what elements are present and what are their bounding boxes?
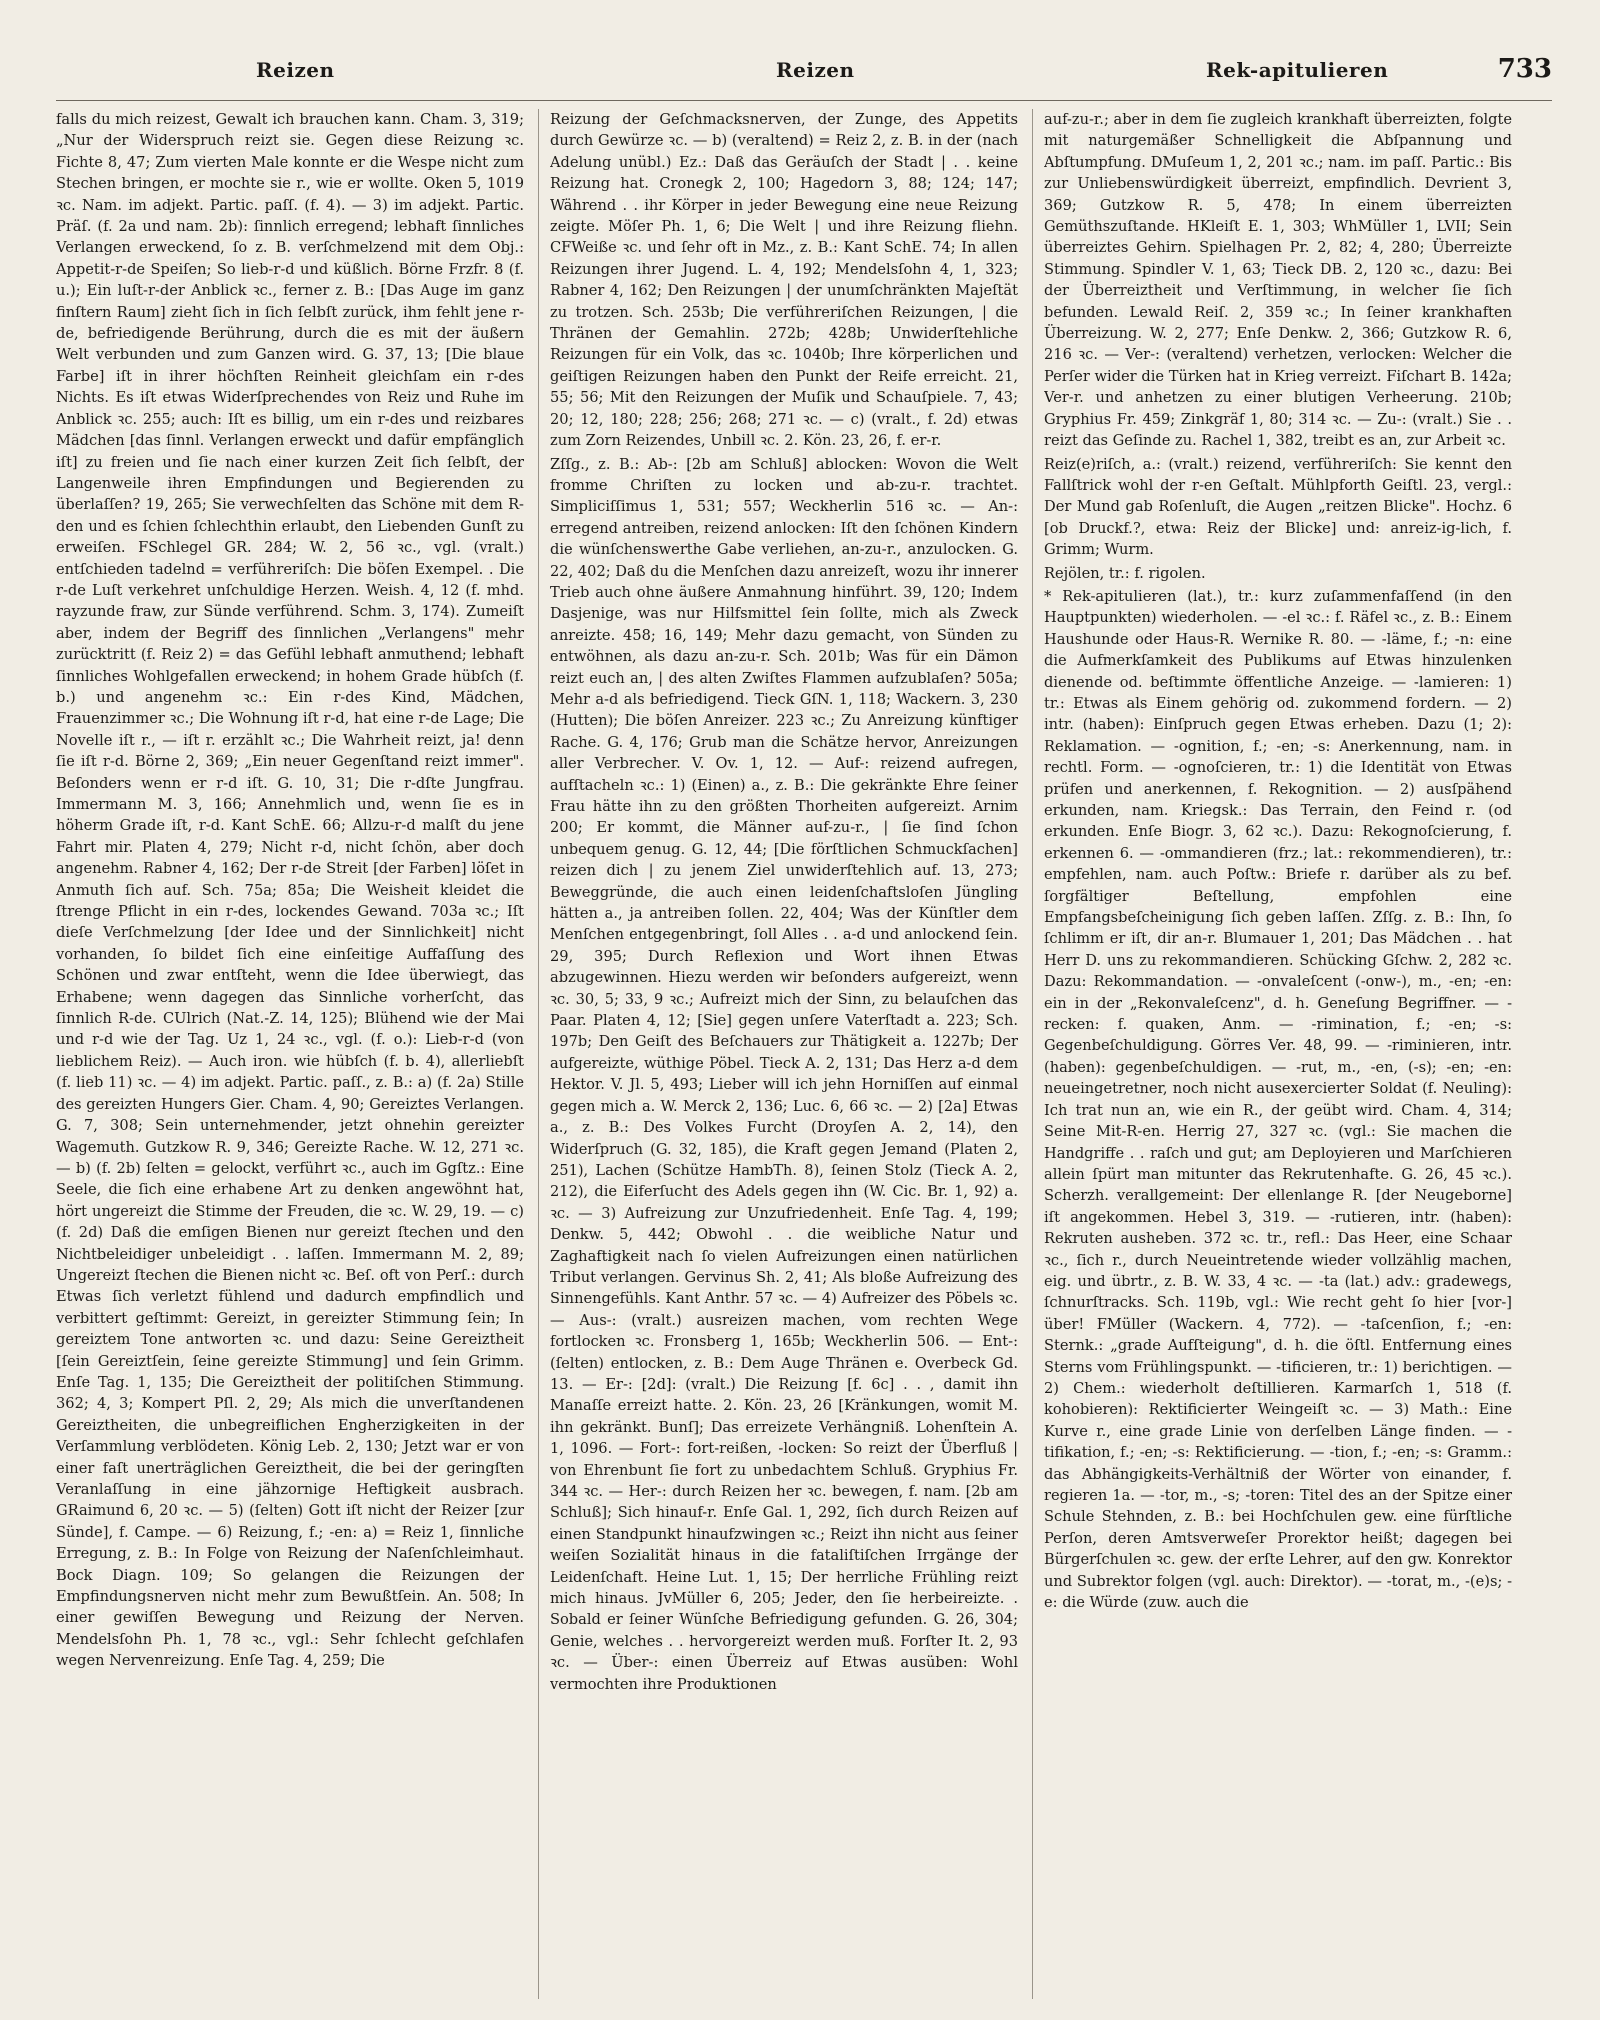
column-right	[1044, 109, 1512, 1999]
column-paragraph: auf-zu-r.; aber in dem ſie zugleich krankhaft überreizten, folgte mit naturgemäßer Schnelligkeit die Abſpannung und Abſtumpfung. DMuſeum 1, 2, 201 ꝛc.; nam. im paſſ. Partic.: Bis zur Unliebenswürdigkeit überreizt, empfindlich. Devrient 3, 369; Gutzkow R. 5, 478; In einem überreizten Gemüthszuſtande. HKleiſt E. 1, 303; WhMüller 1, LVII; Sein überreiztes Gehirn. Spielhagen Pr. 2, 82; 4, 280; Überreizte Stimmung. Spindler V. 1, 63; Tieck DB. 2, 120 ꝛc., dazu: Bei der Überreiztheit und Verſtimmung, in welcher ſie ſich befunden. Lewald Reiſ. 2, 359 ꝛc.; In ſeiner krankhaften Überreizung. W. 2, 277; Enſe Denkw. 2, 366; Gutzkow R. 6, 216 ꝛc. — Ver-: (veraltend) verhetzen, verlocken: Welcher die Perſer wider die Türken hat in Krieg verreizt. Fiſchart B. 142a; Ver-r. und anhetzen zu einer blutigen Verheerung. 210b; Gryphius Fr. 459; Zinkgräf 1, 80; 314 ꝛc. — Zu-: (vralt.) Sie . . reizt das Geſinde zu. Rachel 1, 382, treibt es an, zur Arbeit ꝛc.	[1044, 111, 1512, 450]
column-paragraph: Reizung der Geſchmacksnerven, der Zunge, des Appetits durch Gewürze ꝛc. — b) (veraltend) = Reiz 2, z. B. in der (nach Adelung unübl.) Ez.: Daß das Geräuſch der Stadt | . . keine Reizung hat. Cronegk 2, 100; Hagedorn 3, 88; 124; 147; Während . . ihr Körper in jeder Bewegung eine neue Reizung zeigte. Möſer Ph. 1, 6; Die Welt | und ihre Reizung fliehn. CFWeiße ꝛc. und ſehr oft in Mz., z. B.: Kant SchE. 74; In allen Reizungen ihrer Jugend. L. 4, 192; Mendelsſohn 4, 1, 323; Rabner 4, 162; Den Reizungen | der unumſchränkten Majeſtät zu trotzen. Sch. 253b; Die verführeriſchen Reizungen, | die Thränen der Gemahlin. 272b; 428b; Unwiderſtehliche Reizungen für ein Volk, das ꝛc. 1040b; Ihre körperlichen und geiſtigen Reizungen haben den Punkt der Reife erreicht. 21, 55; 56; Mit den Reizungen der Muſik und Schauſpiele. 7, 43; 20; 12, 180; 228; 256; 268; 271 ꝛc. — c) (vralt., f. 2d) etwas zum Zorn Reizendes, Unbill ꝛc. 2. Kön. 23, 26, f. er-r.	[550, 111, 1018, 450]
column-divider	[538, 109, 539, 1999]
text-columns	[56, 109, 1552, 1999]
column-left	[56, 109, 524, 1999]
dictionary-entry-rekapitulieren: * Rek-apitulieren (lat.), tr.: kurz zuſammenfaſſend (in den Hauptpunkten) wiederholen. — -el ꝛc.: f. Räfel ꝛc., z. B.: Einem Haushunde oder Haus-R. Wernike R. 80. — -läme, f.; -n: eine die Aufmerkſamkeit des Publikums auf Etwas hinzulenken dienende od. beſtimmte öffentliche Anzeige. — -lamieren: 1) tr.: Etwas als Einem gehörig od. zukommend fordern. — 2) intr. (haben): Einſpruch gegen Etwas erheben. Dazu (1; 2): Reklamation. — -ognition, f.; -en; -s: Anerkennung, nam. in rechtl. Form. — -ognoſcieren, tr.: 1) die Identität von Etwas prüfen und anerkennen, f. Rekognition. — 2) ausſpähend erkunden, nam. Kriegsk.: Das Terrain, den Feind r. (od erkunden. Enſe Biogr. 3, 62 ꝛc.). Dazu: Rekognoſcierung, f. erkennen 6. — -ommandieren (frz.; lat.: rekommendieren), tr.: empfehlen, nam. auch Poſtw.: Briefe r. darüber als zu bef. ſorgfältiger Beſtellung, empfohlen eine Empfangsbeſcheinigung ſich geben laſſen. Zſſg. z. B.: Ihn, ſo ſchlimm er iſt, dir an-r. Blumauer 1, 201; Das Mädchen . . hat Herr D. uns zu rekommandieren. Schücking Gſchw. 2, 282 ꝛc. Dazu: Rekommandation. — -onvaleſcent (-onw-), m., -en; -en: ein in der „Rekonvaleſcenz", d. h. Geneſung Begriffner. — -recken: f. quaken, Anm. — -rimination, f.; -en; -s: Gegenbeſchuldigung. Görres Ver. 48, 99. — -riminieren, intr. (haben): gegenbeſchuldigen. — -rut, m., -en, (-s); -en; -en: neueingetretner, noch nicht ausexercierter Soldat (f. Neuling): Ich trat nun an, wie ein R., der geübt wird. Cham. 4, 314; Seine Mit-R-en. Herrig 27, 327 ꝛc. (vgl.: Sie machen die Handgriffe . . raſch und gut; am Deployieren und Marſchieren allein ſpürt man mitunter das Rekrutenhafte. G. 26, 45 ꝛc.). Scherzh. verallgemeint: Der ellenlange R. [der Neugeborne] iſt angekommen. Hebel 3, 319. — -rutieren, intr. (haben): Rekruten ausheben. 372 ꝛc. tr., refl.: Das Heer, eine Schaar ꝛc., ſich r., durch Neueintretende wieder vollzählig machen, eig. und übrtr., z. B. W. 33, 4 ꝛc. — -ta (lat.) adv.: gradewegs, ſchnurſtracks. Sch. 119b, vgl.: Wie recht geht ſo hier [vor-] über! FMüller (Wackern. 4, 772). — -taſcenſion, f.; -en: Sternk.: „grade Aufſteigung", d. h. die öſtl. Entfernung eines Sterns vom Frühlingspunkt. — -tificieren, tr.: 1) berichtigen. — 2) Chem.: wiederholt deſtillieren. Karmarſch 1, 518 (f. kohobieren): Rektificierter Weingeiſt ꝛc. — 3) Math.: Eine Kurve r., eine grade Linie von derſelben Länge finden. — -tifikation, f.; -en; -s: Rektificierung. — -tion, f.; -en; -s: Gramm.: das Abhängigkeits-Verhältniß der Wörter von einander, f. regieren 1a. — -tor, m., -s; -toren: Titel des an der Spitze einer Schule Stehnden, z. B.: bei Hochſchulen gew. eine fürſtliche Perſon, deren Amtsverweſer Prorektor heißt; dagegen bei Bürgerſchulen ꝛc. gew. der erſte Lehrer, auf den gw. Konrektor und Subrektor folgen (vgl. auch: Direktor). — -torat, m., -(e)s; -e: die Würde (zuw. auch die	[1044, 587, 1512, 1612]
dictionary-entry-reizerisch: Reiz(e)riſch, a.: (vralt.) reizend, verführeriſch: Sie kennt den Fallſtrick wohl der r-en Geſtalt. Mühlpforth Geiſtl. 23, vergl.: Der Mund gab Roſenluſt, die Augen „reitzen Blicke". Hochz. 6 [ob Druckf.?, etwa: Reiz der Blicke] und: anreiz-ig-lich, f. Grimm; Wurm.	[1044, 455, 1512, 559]
column-paragraph: Zſſg., z. B.: Ab-: [2b am Schluß] ablocken: Wovon die Welt fromme Chriſten zu locken und ab-zu-r. trachtet. Simpliciſſimus 1, 531; 557; Weckherlin 516 ꝛc. — An-: erregend antreiben, reizend anlocken: Iſt den ſchönen Kindern die wünſchenswerthe Gabe verliehen, an-zu-r., anzulocken. G. 22, 402; Daß du die Menſchen dazu anreizeſt, wozu ihr innerer Trieb auch ohne äußere Anmahnung hinführt. 39, 120; Indem Dasjenige, was nur Hilfsmittel ſein ſollte, mich als Zweck anreizte. 458; 16, 149; Mehr dazu gemacht, von Sünden zu entwöhnen, als dazu an-zu-r. Sch. 201b; Was für ein Dämon reizt euch an, | des alten Zwiſtes Flammen aufzublaſen? 505a; Mehr a-d als befriedigend. Tieck GſN. 1, 118; Wackern. 3, 230 (Hutten); Die böſen Anreizer. 223 ꝛc.; Zu Anreizung künftiger Rache. G. 4, 176; Grub man die Schätze hervor, Anreizungen aller Verbrecher. V. Ov. 1, 12. — Auf-: reizend aufregen, aufſtacheln ꝛc.: 1) (Einen) a., z. B.: Die gekränkte Ehre ſeiner Frau hätte ihn zu den größten Thorheiten aufgereizt. Arnim 200; Er kommt, die Männer auf-zu-r., | ſie ſind ſchon unbequem genug. G. 12, 44; [Die förſtlichen Schmuckſachen] reizen dich | zu jenem Ziel unwiderſtehlich auf. 13, 273; Beweggründe, die auch einen leidenſchaftsloſen Jüngling hätten a., ja antreiben ſollen. 22, 404; Was der Künſtler dem Menſchen entgegenbringt, ſoll Alles . . a-d und anlockend ſein. 29, 395; Durch Reflexion und Wort ihnen Etwas abzugewinnen. Hiezu werden wir beſonders aufgereizt, wenn ꝛc. 30, 5; 33, 9 ꝛc.; Aufreizt mich der Sinn, zu belauſchen das Paar. Platen 4, 12; [Sie] gegen unſere Vaterſtadt a. 223; Sch. 197b; Den Geiſt des Beſchauers zur Thätigkeit a. 1227b; Der aufgereizte, wüthige Pöbel. Tieck A. 2, 131; Das Herz a-d dem Hektor. V. Jl. 5, 493; Lieber will ich jehn Horniſſen auf einmal gegen mich a. W. Merck 2, 136; Luc. 6, 66 ꝛc. — 2) [2a] Etwas a., z. B.: Des Volkes Furcht (Droyſen A. 2, 14), den Widerſpruch (G. 32, 185), die Kraft gegen Jemand (Platen 2, 251), Lachen (Schütze HambTh. 8), ſeinen Stolz (Tieck A. 2, 212), die Eiferſucht des Adels gegen ihn (W. Cic. Br. 1, 92) a. ꝛc. — 3) Aufreizung zur Unzufriedenheit. Enſe Tag. 4, 199; Denkw. 5, 442; Obwohl . . die weibliche Natur und Zaghaftigkeit nach ſo vielen Aufreizungen einen natürlichen Tribut verlangen. Gervinus Sh. 2, 41; Als bloße Aufreizung des Sinnengefühls. Kant Anthr. 57 ꝛc. — 4) Aufreizer des Pöbels ꝛc. — Aus-: (vralt.) ausreizen machen, vom rechten Wege fortlocken ꝛc. Fronsberg 1, 165b; Weckherlin 506. — Ent-: (ſelten) entlocken, z. B.: Dem Auge Thränen e. Overbeck Gd. 13. — Er-: [2d]: (vralt.) Die Reizung [f. 6c] . . , damit ihn Manaſſe erreizt hatte. 2. Kön. 23, 26 [Kränkungen, womit M. ihn gekränkt. Bunſ]; Das erreizete Verhängniß. Lohenſtein A. 1, 1096. — Fort-: fort-reißen, -locken: So reizt der Überfluß | von Ehrenbunt ſie fort zu unbedachtem Schluß. Gryphius Fr. 344 ꝛc. — Her-: durch Reizen her ꝛc. bewegen, f. nam. [2b am Schluß]; Sich hinauf-r. Enſe Gal. 1, 292, ſich durch Reizen auf einen Standpunkt hinaufzwingen ꝛc.; Reizt ihn nicht aus ſeiner weiſen Sozialität hinaus in die fataliſtiſchen Irrgänge der Leidenſchaft. Heine Lut. 1, 15; Der herrliche Frühling reizt mich hinaus. JvMüller 6, 205; Jeder, den ſie herbeireizte. . Sobald er ſeiner Wünſche Befriedigung gefunden. G. 26, 304; Genie, welches . . hervorgereizt werden muß. Forſter It. 2, 93 ꝛc. — Über-: einen Überreiz auf Etwas ausüben: Wohl vermochten ihre Produktionen	[550, 455, 1018, 1693]
page-header	[56, 54, 1552, 98]
column-paragraph: falls du mich reizest, Gewalt ich brauchen kann. Cham. 3, 319; „Nur der Widerspruch reizt sie. Gegen diese Reizung ꝛc. Fichte 8, 47; Zum vierten Male konnte er die Wespe nicht zum Stechen bringen, er mochte sie r., wie er wollte. Oken 5, 1019 ꝛc. Nam. im adjekt. Partic. paſſ. (f. 4). — 3) im adjekt. Partic. Präſ. (f. 2a und nam. 2b): ſinnlich erregend; lebhaft ſinnliches Verlangen erweckend, ſo z. B. verſchmelzend mit dem Obj.: Appetit-r-de Speiſen; So lieb-r-d und küßlich. Börne Frzfr. 8 (f. u.); Ein luſt-r-der Anblick ꝛc., ferner z. B.: [Das Auge im ganz finſtern Raum] zieht ſich in ſich ſelbſt zurück, ihm fehlt jene r-de, befriedigende Berührung, durch die es mit der äußern Welt verbunden und zum Ganzen wird. G. 37, 13; [Die blaue Farbe] iſt in ihrer höchſten Reinheit gleichſam ein r-des Nichts. Es iſt etwas Widerſprechendes von Reiz und Ruhe im Anblick ꝛc. 255; auch: Iſt es billig, um ein r-des und reizbares Mädchen [das ſinnl. Verlangen erweckt und dafür empfänglich iſt] zu freien und ſie nach einer kurzen Zeit ſich ſelbſt, der Langenweile ihren Empfindungen und Begierenden zu überlaſſen? 19, 265; Sie verwechſelten das Schöne mit dem R-den und es ſchien ſchlechthin erlaubt, den Liebenden Gunſt zu erweiſen. FSchlegel GR. 284; W. 2, 56 ꝛc., vgl. (vralt.) entſchieden tadelnd = verführeriſch: Die böſen Exempel. . Die r-de Luſt verkehret unſchuldige Herzen. Weish. 4, 12 (f. mhd. rayzunde fraw, zur Sünde verführend. Schm. 3, 174). Zumeiſt aber, indem der Begriff des ſinnlichen „Verlangens" mehr zurücktritt (f. Reiz 2) = das Gefühl lebhaft anmuthend; lebhaft ſinnliches Wohlgefallen erweckend; in hohem Grade hübſch (f. b.) und angenehm ꝛc.: Ein r-des Kind, Mädchen, Frauenzimmer ꝛc.; Die Wohnung iſt r-d, hat eine r-de Lage; Die Novelle iſt r., — iſt r. erzählt ꝛc.; Die Wahrheit reizt, ja! denn ſie iſt r-d. Börne 2, 369; „Ein neuer Gegenſtand reizt immer". Beſonders wenn er r-d iſt. G. 10, 31; Die r-dſte Jungfrau. Immermann M. 3, 166; Annehmlich und, wenn ſie es in höherm Grade iſt, r-d. Kant SchE. 66; Allzu-r-d malſt du jene Fahrt mir. Platen 4, 279; Nicht r-d, nicht ſchön, aber doch angenehm. Rabner 4, 162; Der r-de Streit [der Farben] löſet in Anmuth ſich auf. Sch. 75a; 85a; Die Weisheit kleidet die ſtrenge Pflicht in ein r-des, lockendes Gewand. 703a ꝛc.; Iſt dieſe Verſchmelzung [der Idee und der Sinnlichkeit] nicht vorhanden, ſo bildet ſich eine einſeitige Auffaſſung des Schönen und zwar entſteht, wenn die Idee überwiegt, das Erhabene; wenn dagegen das Sinnliche vorherſcht, das ſinnlich R-de. CUlrich (Nat.-Z. 14, 125); Blühend wie der Mai und r-d wie der Tag. Uz 1, 24 ꝛc., vgl. (f. o.): Lieb-r-d (von lieblichem Reiz). — Auch iron. wie hübſch (f. b. 4), allerliebſt (f. lieb 11) ꝛc. — 4) im adjekt. Partic. paſſ., z. B.: a) (f. 2a) Stille des gereizten Hungers Gier. Cham. 4, 90; Gereiztes Verlangen. G. 7, 308; Sein unternehmender, jetzt ohnehin gereizter Wagemuth. Gutzkow R. 9, 346; Gereizte Rache. W. 12, 271 ꝛc. — b) (f. 2b) ſelten = gelockt, verführt ꝛc., auch im Ggſtz.: Eine Seele, die ſich eine erhabene Art zu denken angewöhnt hat, hört ungereizt die Stimme der Freuden, die ꝛc. W. 29, 19. — c) (f. 2d) Daß die emſigen Bienen nur gereizt ſtechen und den Nichtbeleidiger unbeleidigt . . laſſen. Immermann M. 2, 89; Ungereizt ſtechen die Bienen nicht ꝛc. Beſ. oft von Perſ.: durch Etwas ſich verletzt fühlend und dadurch empfindlich und verbittert geſtimmt: Gereizt, in gereizter Stimmung ſein; In gereiztem Tone antworten ꝛc. und dazu: Seine Gereiztheit [ſein Gereiztſein, ſeine gereizte Stimmung] und ſein Grimm. Enſe Tag. 1, 135; Die Gereiztheit der politiſchen Stimmung. 362; 4, 3; Kompert Pſl. 2, 29; Als mich die unverſtandenen Gereiztheiten, die unbegreiflichen Engherzigkeiten in der Verſammlung verblödeten. König Leb. 2, 130; Jetzt war er von einer faſt unerträglichen Gereiztheit, die bei der geringſten Veranlaſſung in eine jähzornige Heftigkeit ausbrach. GRaimund 6, 20 ꝛc. — 5) (ſelten) Gott iſt nicht der Reizer [zur Sünde], f. Campe. — 6) Reizung, f.; -en: a) = Reiz 1, ſinnliche Erregung, z. B.: In Folge von Reizung der Naſenſchleimhaut. Bock Diagn. 109; So gelangen die Reizungen der Empfindungsnerven nicht mehr zum Bewußtſein. An. 508; In einer gewiſſen Bewegung und Reizung der Nerven. Mendelsſohn Ph. 1, 78 ꝛc., vgl.: Sehr ſchlecht geſchlafen wegen Nervenreizung. Enſe Tag. 4, 259; Die	[56, 111, 524, 1670]
column-divider	[1032, 109, 1033, 1999]
right-running-headword: Rek-apitulieren	[1206, 58, 1389, 82]
left-running-headword: Reizen	[256, 58, 335, 82]
header-rule	[56, 100, 1552, 101]
column-middle	[550, 109, 1018, 1999]
page-number: 733	[1497, 54, 1552, 84]
middle-running-headword: Reizen	[776, 58, 855, 82]
dictionary-entry-rejoelen: Rejölen, tr.: f. rigolen.	[1044, 564, 1206, 582]
